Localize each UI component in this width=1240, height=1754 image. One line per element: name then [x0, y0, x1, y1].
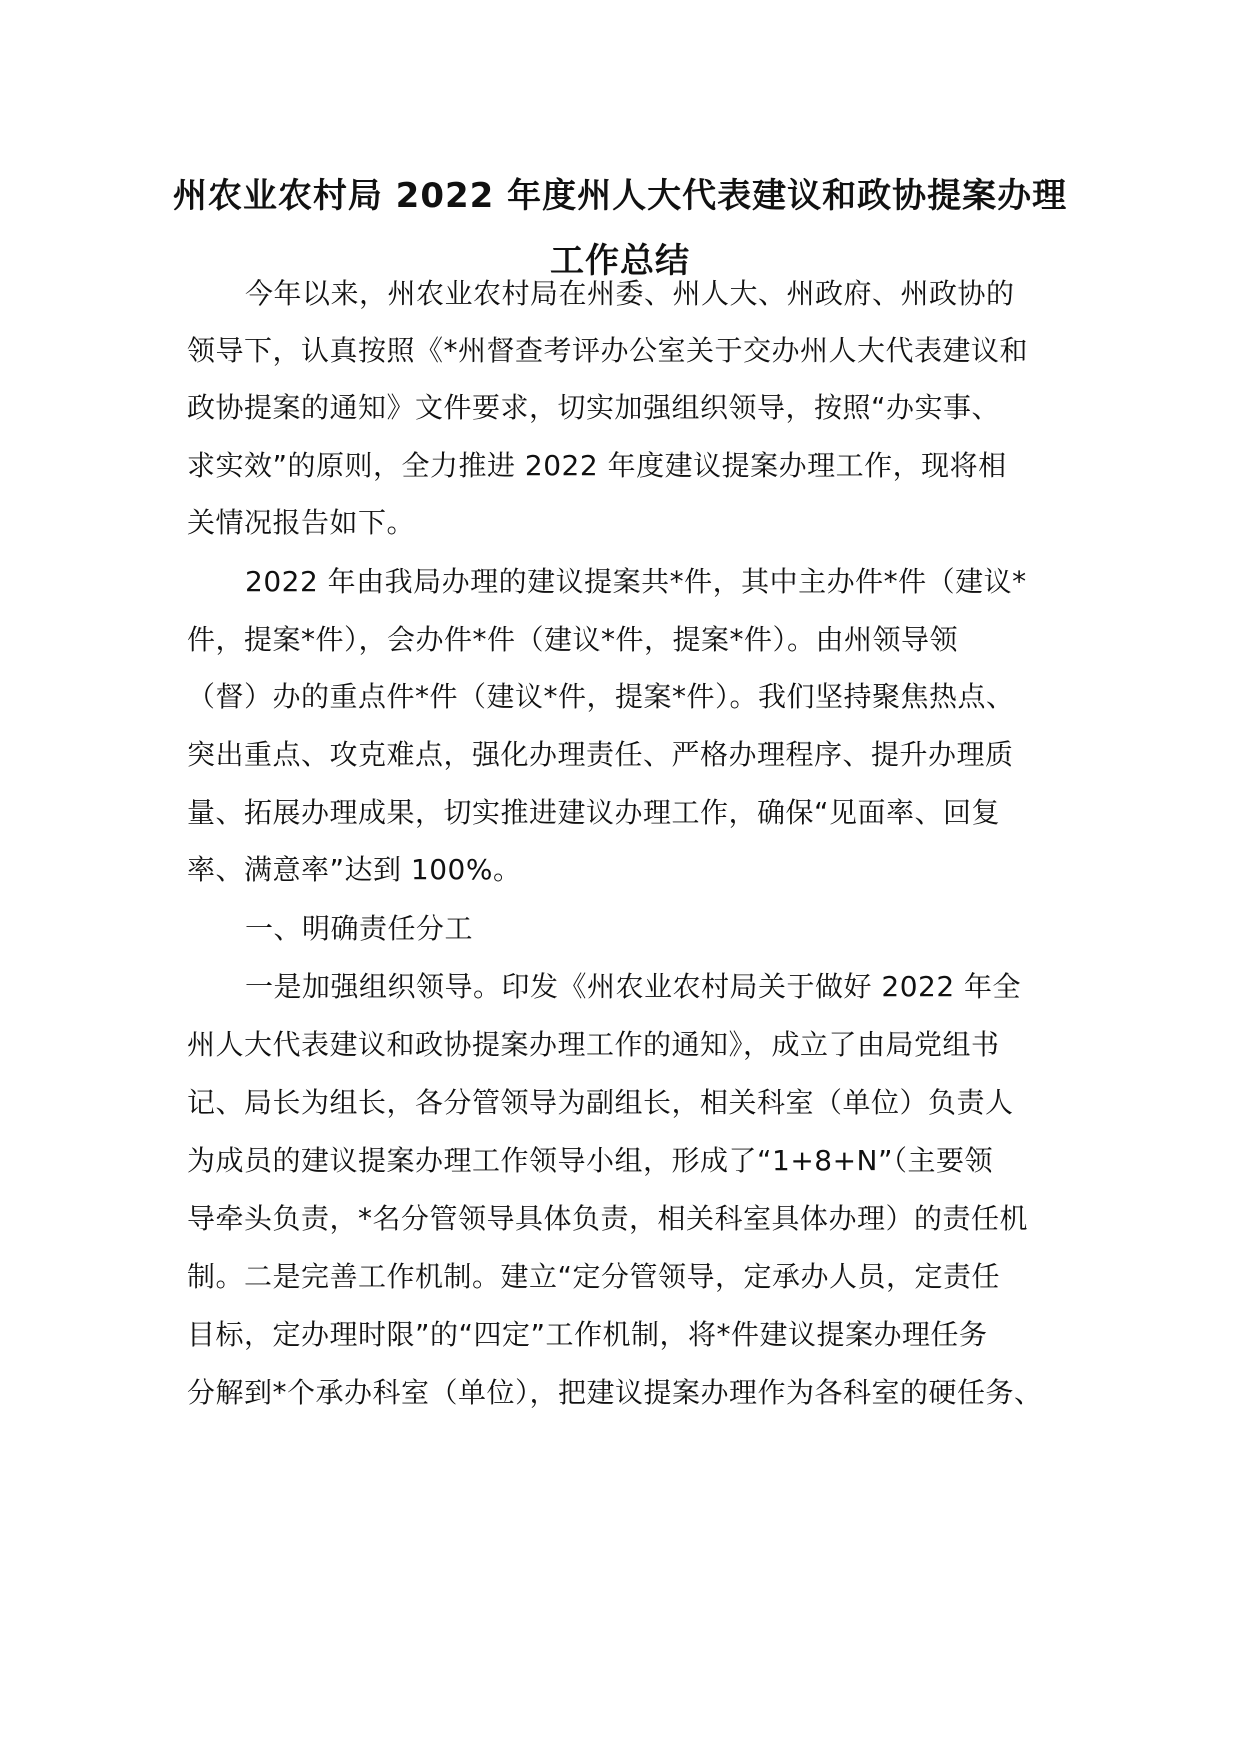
- body-line: 突出重点、攻克难点，强化办理责任、严格办理程序、提升办理质: [187, 738, 1014, 771]
- body-line: 2022 年由我局办理的建议提案共*件，其中主办件*件（建议*: [245, 565, 1027, 598]
- body-line: 关情况报告如下。: [187, 506, 416, 539]
- body-line: 制。二是完善工作机制。建立“定分管领导，定承办人员，定责任: [187, 1260, 1001, 1293]
- body-line: 分解到*个承办科室（单位），把建议提案办理作为各科室的硬任务、: [187, 1376, 1043, 1409]
- body-line: 求实效”的原则，全力推进 2022 年度建议提案办理工作，现将相: [187, 449, 1007, 482]
- body-line: 件，提案*件），会办件*件（建议*件，提案*件）。由州领导领: [187, 623, 959, 656]
- body-line: （督）办的重点件*件（建议*件，提案*件）。我们坚持聚焦热点、: [187, 680, 1015, 713]
- body-line: 州人大代表建议和政协提案办理工作的通知》，成立了由局党组书: [187, 1028, 1000, 1061]
- body-line: 导牵头负责，*名分管领导具体负责，相关科室具体办理）的责任机: [187, 1202, 1029, 1235]
- body-line: 量、拓展办理成果，切实推进建议办理工作，确保“见面率、回复: [187, 796, 1001, 829]
- section-heading: 一、明确责任分工: [245, 912, 474, 945]
- body-line: 记、局长为组长，各分管领导为副组长，相关科室（单位）负责人: [187, 1086, 1014, 1119]
- body-line: 今年以来，州农业农村局在州委、州人大、州政府、州政协的: [245, 277, 1015, 310]
- body-line: 一是加强组织领导。印发《州农业农村局关于做好 2022 年全: [245, 970, 1022, 1003]
- body-line: 率、满意率”达到 100%。: [187, 853, 522, 886]
- document-title-line-1: 州农业农村局 2022 年度州人大代表建议和政协提案办理: [172, 176, 1068, 216]
- body-line: 为成员的建议提案办理工作领导小组，形成了“1+8+N”（主要领: [187, 1144, 994, 1177]
- document-title-line-2: 工作总结: [550, 241, 690, 281]
- body-line: 政协提案的通知》文件要求，切实加强组织领导，按照“办实事、: [187, 391, 1001, 424]
- body-line: 领导下，认真按照《*州督查考评办公室关于交办州人大代表建议和: [187, 334, 1029, 367]
- body-line: 目标，定办理时限”的“四定”工作机制，将*件建议提案办理任务: [187, 1318, 988, 1351]
